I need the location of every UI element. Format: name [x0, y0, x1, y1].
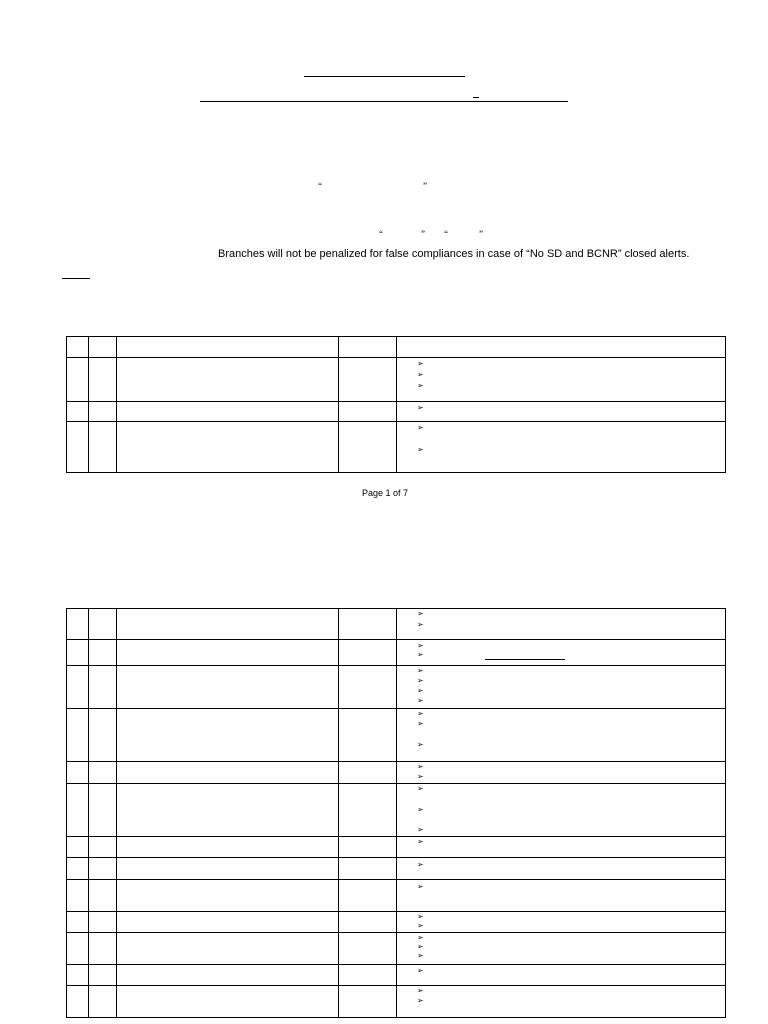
table-cell: [89, 912, 117, 933]
arrowhead-bullet-icon: ➢: [417, 666, 424, 675]
arrowhead-bullet-icon: ➢: [417, 696, 424, 705]
subtitle-underline: [200, 101, 568, 102]
table-cell: [117, 933, 339, 965]
table-cell: [89, 666, 117, 709]
arrowhead-bullet-icon: ➢: [417, 784, 424, 793]
arrowhead-bullet-icon: ➢: [417, 837, 424, 846]
table-cell: [339, 640, 397, 666]
table-cell: [117, 762, 339, 784]
bullet-cell: [397, 762, 726, 784]
table-cell: [67, 837, 89, 858]
table-1: [66, 336, 726, 473]
table-cell: [117, 837, 339, 858]
table-row: [67, 762, 726, 784]
bullet-cell: [397, 986, 726, 1018]
arrowhead-bullet-icon: ➢: [417, 709, 424, 718]
penalty-note: Branches will not be penalized for false compliances in case of “No SD and BCNR” closed alerts.: [218, 248, 690, 260]
table-cell: [339, 784, 397, 837]
table-cell: [67, 709, 89, 762]
arrowhead-bullet-icon: ➢: [417, 825, 424, 834]
table-row: [67, 912, 726, 933]
table-cell: [67, 337, 89, 358]
table-cell: [67, 986, 89, 1018]
table-row: [67, 965, 726, 986]
table-row: [67, 666, 726, 709]
table-cell: [89, 933, 117, 965]
table-cell: [67, 933, 89, 965]
table-cell: [117, 965, 339, 986]
table-cell: [117, 880, 339, 912]
table-cell: [67, 912, 89, 933]
table-row: [67, 422, 726, 473]
arrowhead-bullet-icon: ➢: [417, 921, 424, 930]
close-quote-mark: ”: [479, 229, 483, 239]
arrowhead-bullet-icon: ➢: [417, 805, 424, 814]
table-cell: [339, 358, 397, 402]
arrowhead-bullet-icon: ➢: [417, 912, 424, 921]
arrowhead-bullet-icon: ➢: [417, 762, 424, 771]
arrowhead-bullet-icon: ➢: [417, 933, 424, 942]
table-cell: [339, 837, 397, 858]
table-cell: [67, 965, 89, 986]
bullet-cell: [397, 965, 726, 986]
table-cell: [89, 965, 117, 986]
arrowhead-bullet-icon: ➢: [417, 370, 424, 379]
table-cell: [89, 422, 117, 473]
table-row: [67, 858, 726, 880]
table-cell: [339, 402, 397, 422]
table-cell: [89, 358, 117, 402]
table-row: [67, 609, 726, 640]
arrowhead-bullet-icon: ➢: [417, 359, 424, 368]
table-cell: [117, 912, 339, 933]
arrowhead-bullet-icon: ➢: [417, 403, 424, 412]
bullet-cell: [397, 709, 726, 762]
open-quote-mark: “: [444, 229, 448, 239]
table-cell: [117, 986, 339, 1018]
table-cell: [89, 784, 117, 837]
table-cell: [117, 858, 339, 880]
table-cell: [67, 402, 89, 422]
arrowhead-bullet-icon: ➢: [417, 986, 424, 995]
table-row: [67, 933, 726, 965]
table-row: [67, 784, 726, 837]
arrowhead-bullet-icon: ➢: [417, 966, 424, 975]
table-cell: [117, 402, 339, 422]
arrowhead-bullet-icon: ➢: [417, 381, 424, 390]
table-cell: [117, 337, 339, 358]
bullet-cell: [397, 837, 726, 858]
table-row: [67, 986, 726, 1018]
table-cell: [89, 880, 117, 912]
arrowhead-bullet-icon: ➢: [417, 772, 424, 781]
arrowhead-bullet-icon: ➢: [417, 641, 424, 650]
bullet-cell: [397, 858, 726, 880]
page-number: Page 1 of 7: [362, 488, 409, 498]
bullet-cell: [397, 609, 726, 640]
table-cell: [339, 762, 397, 784]
open-quote-mark: “: [379, 229, 383, 239]
table-cell: [339, 933, 397, 965]
open-quote-mark: “: [318, 181, 322, 191]
table-row: [67, 880, 726, 912]
arrowhead-bullet-icon: ➢: [417, 445, 424, 454]
table-row: [67, 402, 726, 422]
table-cell: [397, 337, 726, 358]
arrowhead-bullet-icon: ➢: [417, 719, 424, 728]
bullet-cell: [397, 880, 726, 912]
subtitle-dash: [473, 97, 479, 98]
table-cell: [89, 762, 117, 784]
table-cell: [117, 640, 339, 666]
table-cell: [67, 880, 89, 912]
table-cell: [117, 709, 339, 762]
table-row: [67, 358, 726, 402]
table-cell: [339, 986, 397, 1018]
table-cell: [89, 709, 117, 762]
bullet-cell: [397, 912, 726, 933]
table-cell: [339, 858, 397, 880]
table-cell: [89, 837, 117, 858]
table-cell: [117, 666, 339, 709]
table-cell: [67, 784, 89, 837]
table-cell: [339, 422, 397, 473]
table-cell: [67, 609, 89, 640]
table-cell: [67, 422, 89, 473]
table-cell: [117, 358, 339, 402]
table-cell: [89, 337, 117, 358]
arrowhead-bullet-icon: ➢: [417, 740, 424, 749]
arrowhead-bullet-icon: ➢: [417, 951, 424, 960]
table-cell: [339, 709, 397, 762]
bullet-cell: [397, 640, 726, 666]
table-cell: [89, 609, 117, 640]
table-cell: [117, 609, 339, 640]
bullet-cell: [397, 358, 726, 402]
table-cell: [339, 609, 397, 640]
table-row: [67, 837, 726, 858]
table-cell: [339, 965, 397, 986]
table-cell: [89, 986, 117, 1018]
table-header-row: [67, 337, 726, 358]
bullet-cell: [397, 422, 726, 473]
arrowhead-bullet-icon: ➢: [417, 996, 424, 1005]
title-underline: [304, 76, 465, 77]
arrowhead-bullet-icon: ➢: [417, 676, 424, 685]
bullet-cell: [397, 402, 726, 422]
arrowhead-bullet-icon: ➢: [417, 620, 424, 629]
table-cell: [117, 422, 339, 473]
table-cell: [67, 640, 89, 666]
table-cell: [117, 784, 339, 837]
table-cell: [89, 858, 117, 880]
bullet-cell: [397, 933, 726, 965]
section-underline: [62, 278, 90, 279]
table-cell: [67, 358, 89, 402]
arrowhead-bullet-icon: ➢: [417, 860, 424, 869]
arrowhead-bullet-icon: ➢: [417, 423, 424, 432]
table-cell: [339, 666, 397, 709]
close-quote-mark: ”: [421, 229, 425, 239]
table-cell: [67, 762, 89, 784]
table-cell: [67, 666, 89, 709]
close-quote-mark: ”: [423, 181, 427, 191]
table-cell: [89, 402, 117, 422]
arrowhead-bullet-icon: ➢: [417, 942, 424, 951]
table-cell: [339, 880, 397, 912]
arrowhead-bullet-icon: ➢: [417, 882, 424, 891]
table-cell: [67, 858, 89, 880]
table-2: [66, 608, 726, 1018]
table-row: [67, 640, 726, 666]
bullet-cell: [397, 666, 726, 709]
arrowhead-bullet-icon: ➢: [417, 609, 424, 618]
table-cell: [339, 912, 397, 933]
arrowhead-bullet-icon: ➢: [417, 650, 424, 659]
table-row: [67, 709, 726, 762]
bullet-cell: [397, 784, 726, 837]
table-cell: [339, 337, 397, 358]
arrowhead-bullet-icon: ➢: [417, 686, 424, 695]
table-cell: [89, 640, 117, 666]
cell-underline: [485, 659, 565, 660]
